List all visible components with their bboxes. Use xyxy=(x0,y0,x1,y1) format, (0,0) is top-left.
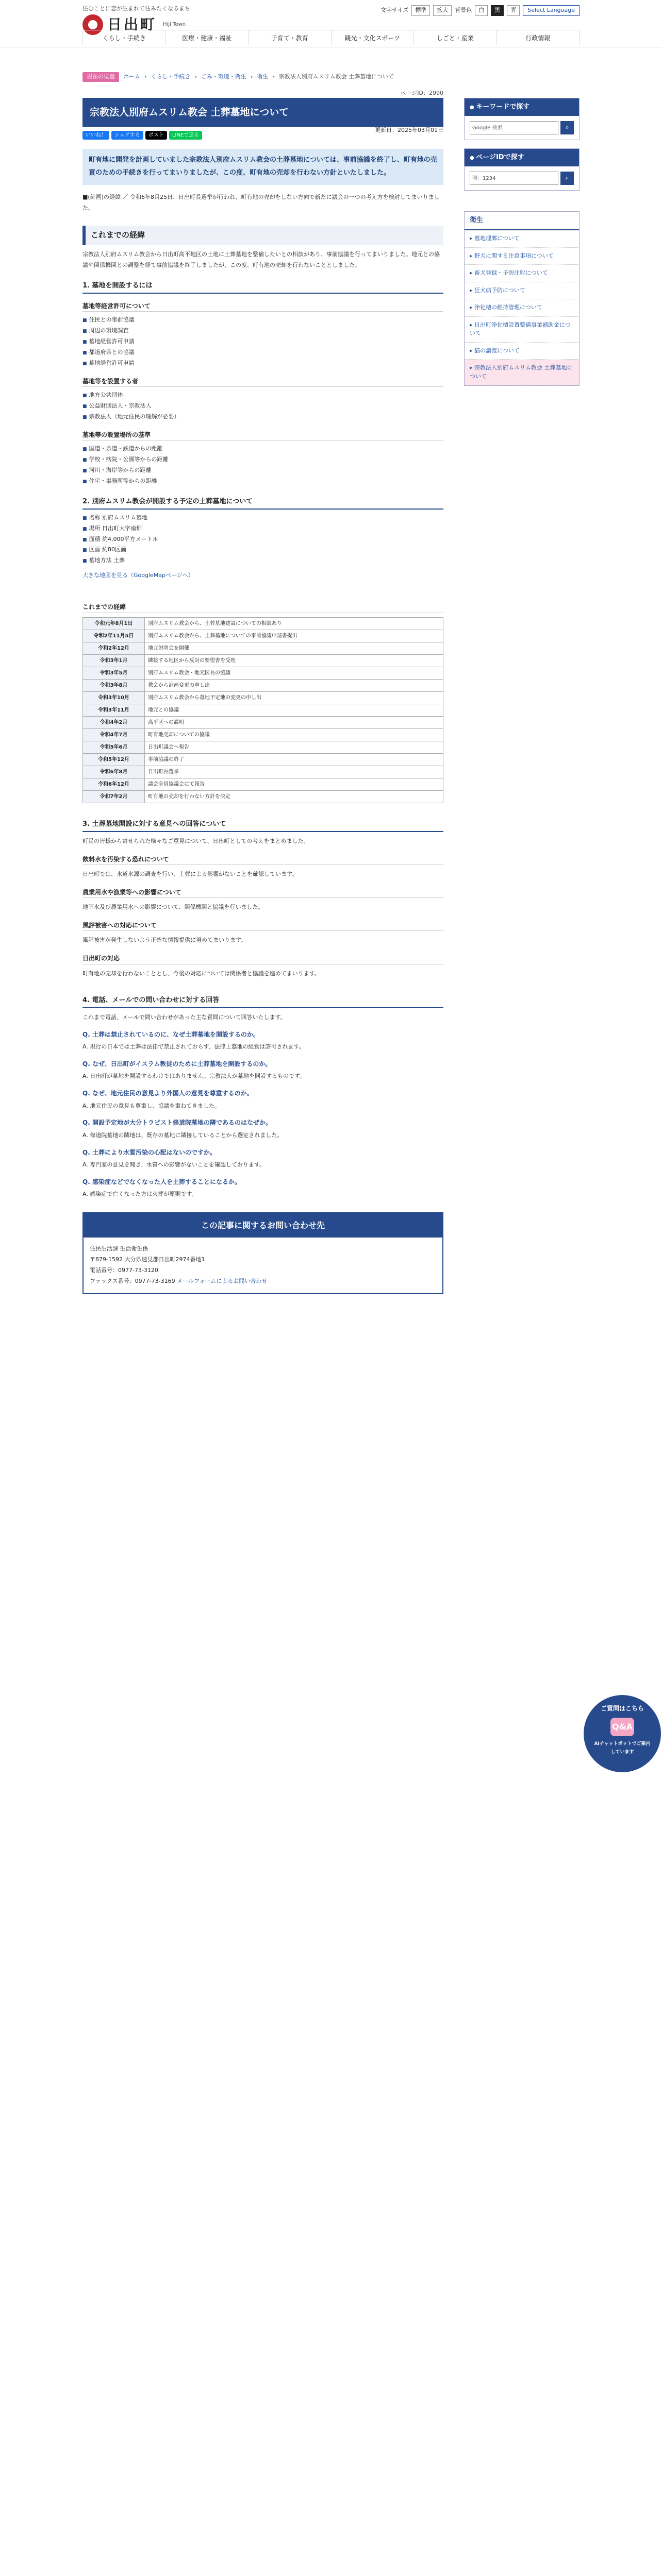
history-date: 令和4年2月 xyxy=(83,716,145,728)
history-date: 令和6年12月 xyxy=(83,778,145,790)
qa-question: Q. なぜ、地元住民の意見より外国人の意見を尊重するのか。 xyxy=(82,1090,253,1097)
category-link[interactable]: ▸ 日出町浄化槽設置整備事業補助金について xyxy=(465,317,579,343)
nav-item[interactable]: くらし・手続き xyxy=(82,30,166,45)
qa-answer: A. 日出町が墓地を開設するわけではありません。宗教法人が墓地を開設するものです。 xyxy=(82,1073,306,1080)
list-item: ■ 国道・県道・鉄道からの距離 xyxy=(82,444,443,454)
page-title: 宗教法人別府ムスリム教会 土葬墓地について xyxy=(82,98,443,127)
qa-question: Q. なぜ、日出町がイスラム教徒のために土葬墓地を開設するのか。 xyxy=(82,1060,272,1067)
table-row xyxy=(83,679,443,691)
line-button[interactable]: LINEで送る xyxy=(169,131,202,140)
select-language-button[interactable]: Select Language xyxy=(523,5,580,16)
breadcrumb-link[interactable]: ごみ・環境・衛生 xyxy=(201,73,246,80)
color-black-button[interactable]: 黒 xyxy=(491,5,504,16)
table-row xyxy=(83,741,443,753)
share-button[interactable]: シェアする xyxy=(111,131,143,140)
minor-heading: 風評被害への対応について xyxy=(82,920,443,931)
table-row xyxy=(83,704,443,716)
history-text: 日出町長選挙 xyxy=(145,766,443,778)
history-text: 教会から計画変更の申し出 xyxy=(145,679,443,691)
site-tagline: 住むことに恋が生まれて住みたくなるまち xyxy=(82,5,190,12)
table-row xyxy=(83,766,443,778)
history-text: 別府ムスリム教会・地元区長の協議 xyxy=(145,667,443,679)
breadcrumb: 現在の位置 ホーム › くらし・手続き › ごみ・環境・衛生 › 衛生 › 宗教法人別府ムスリム教会 土葬墓地について xyxy=(82,72,394,82)
table-row xyxy=(83,642,443,654)
list-item: ■ 墓地方法 土葬 xyxy=(82,555,443,566)
contact-dept: 住民生活課 生活衛生係 xyxy=(90,1245,148,1252)
list-item: ■ 周辺の環境調査 xyxy=(82,326,443,336)
list-item: ■ 面積 約4,000平方メートル xyxy=(82,534,443,545)
contact-fax: ファックス番号：0977-73-3169 xyxy=(90,1278,175,1285)
minor-heading: 日出町の対応 xyxy=(82,953,443,964)
post-button[interactable]: ポスト xyxy=(145,131,167,140)
paragraph: これまで電話、メールで問い合わせがあった主な質問について回答いたします。 xyxy=(82,1013,286,1021)
qa-question: Q. 土葬は禁止されているのに、なぜ土葬墓地を開設するのか。 xyxy=(82,1030,259,1038)
search-icon[interactable]: ⌕ xyxy=(560,121,574,134)
history-text: 地元との協議 xyxy=(145,704,443,716)
minor-heading: 飲料水を汚染する恐れについて xyxy=(82,854,443,865)
pageid-input[interactable]: 例：1234 xyxy=(470,172,558,185)
list-item: ■ 河川・海岸等からの距離 xyxy=(82,465,443,476)
category-link[interactable]: ▸ 猫の譲渡について xyxy=(465,343,579,360)
page-id: ページID：2990 xyxy=(400,90,443,96)
paragraph: 日出町では、水道水源の調査を行い、土葬による影響がないことを確認しています。 xyxy=(82,870,298,877)
list xyxy=(82,315,443,368)
history-date: 令和6年8月 xyxy=(83,766,145,778)
table-row xyxy=(83,654,443,667)
font-size-label: 文字サイズ xyxy=(380,7,409,13)
pageid-search-title: ● ページIDで探す xyxy=(465,149,579,166)
search-icon[interactable]: ⌕ xyxy=(560,172,574,185)
qa-answer: A. 感染症で亡くなった方は火葬が原則です。 xyxy=(82,1191,197,1198)
history-text: 事前協議の終了 xyxy=(145,753,443,766)
nav-item[interactable]: 行政情報 xyxy=(497,30,580,45)
subsection-heading: 2. 別府ムスリム教会が開設する予定の土葬墓地について xyxy=(82,496,443,510)
list-item: ■ 墓地経営許可申請 xyxy=(82,358,443,369)
nav-item[interactable]: 観光・文化スポーツ xyxy=(332,30,415,45)
list-item: ■ 名称 別府ムスリム墓地 xyxy=(82,513,443,523)
table-row xyxy=(83,728,443,741)
category-link[interactable]: ▸ 狂犬病予防について xyxy=(465,282,579,300)
font-standard-button[interactable]: 標準 xyxy=(411,5,430,16)
category-title: 衛生 xyxy=(465,212,579,230)
chatbot-sub: AIチャットボットでご案内しています xyxy=(594,1741,651,1755)
site-header xyxy=(0,0,662,47)
list-item: ■ 地方公共団体 xyxy=(82,390,443,401)
category-link[interactable]: ▸ 墓地埋葬について xyxy=(465,230,579,248)
qa-list xyxy=(82,1029,443,1200)
nav-item[interactable]: しごと・産業 xyxy=(414,30,497,45)
color-white-button[interactable]: 白 xyxy=(475,5,488,16)
color-label: 背景色 xyxy=(455,7,472,13)
qa-answer: A. 専門家の意見を聞き、水質への影響がないことを確認しております。 xyxy=(82,1161,266,1168)
table-row xyxy=(83,753,443,766)
list-item: ■ 住宅・事務所等からの距離 xyxy=(82,476,443,487)
qa-answer: A. 現行の日本では土葬は法律で禁止されておらず、法律上墓地の経営は許可されます。 xyxy=(82,1043,305,1050)
contact-heading: この記事に関するお問い合わせ先 xyxy=(84,1213,442,1238)
chatbot-button[interactable] xyxy=(584,1695,661,1772)
table-title: これまでの経緯 xyxy=(82,602,443,613)
list-item: ■ 学校・病院・公園等からの距離 xyxy=(82,454,443,465)
category-link[interactable]: ▸ 浄化槽の維持管理について xyxy=(465,299,579,317)
contact-box xyxy=(82,1212,443,1294)
history-text: 隣接する地区から反対の要望書を受理 xyxy=(145,654,443,667)
list-item: ■ 墓地経営許可申請 xyxy=(82,336,443,347)
paragraph: 宗教法人別府ムスリム教会から日出町高平地区の土地に土葬墓地を整備したいとの相談があり、事前協議を行ってまいりました。地元との協議や関係機関との調整を経て事前協議を終了しましたが、この度、町有地の売却を行わないこととしました。 xyxy=(82,250,440,268)
list xyxy=(82,390,443,422)
history-text: 別府ムスリム教会から墓地予定地の変更の申し出 xyxy=(145,691,443,704)
paragraph: 風評被害が発生しないよう正確な情報提供に努めてまいります。 xyxy=(82,937,247,944)
history-text: 議会全員協議会にて報告 xyxy=(145,778,443,790)
updated-date: 更新日：2025年03月01日 xyxy=(375,127,443,133)
paragraph: 地下水及び農業用水への影響について、関係機関と協議を行いました。 xyxy=(82,904,264,911)
table-row xyxy=(83,630,443,642)
list-item: ■ 公益財団法人・宗教法人 xyxy=(82,401,443,412)
category-link[interactable]: ▸ 畜犬登録・予防注射について xyxy=(465,265,579,282)
history-date: 令和3年10月 xyxy=(83,691,145,704)
list-item: ■ 宗教法人（地元住民の理解が必要） xyxy=(82,412,443,422)
subsection-heading: 1. 墓地を開設するには xyxy=(82,280,443,294)
utility-bar xyxy=(380,5,580,16)
table-row xyxy=(83,617,443,630)
category-menu xyxy=(464,211,580,386)
history-date: 令和5年6月 xyxy=(83,741,145,753)
list-item: ■ 住民との事前協議 xyxy=(82,315,443,326)
history-date: 令和4年7月 xyxy=(83,728,145,741)
paragraph: 町有地の売却を行わないこととし、今後の対応については関係者と協議を進めてまいります。 xyxy=(82,970,320,977)
nav-item[interactable]: 医療・健康・福祉 xyxy=(166,30,249,45)
logo-text: 日出町 xyxy=(107,16,157,33)
history-date: 令和3年5月 xyxy=(83,667,145,679)
lead-text: 町有地に開発を計画していました宗教法人別府ムスリム教会の土葬墓地については、事前協議を終了し、町有地の売買のための手続きを行ってまいりましたが、この度、町有地の売却を行わない方針といたしました。 xyxy=(82,149,443,184)
keyword-search-title: ● キーワードで探す xyxy=(465,98,579,116)
history-date: 令和3年11月 xyxy=(83,704,145,716)
table-row xyxy=(83,667,443,679)
qa-answer: A. 地元住民の意見も尊重し、協議を重ねてきました。 xyxy=(82,1102,221,1109)
list xyxy=(82,513,443,566)
map-link[interactable]: 大きな地図を見る（GoogleMapページへ） xyxy=(82,572,194,579)
history-date: 令和3年1月 xyxy=(83,654,145,667)
history-date: 令和元年8月1日 xyxy=(83,617,145,630)
global-nav xyxy=(82,30,580,45)
history-text: 高平区への説明 xyxy=(145,716,443,728)
font-large-button[interactable]: 拡大 xyxy=(433,5,452,16)
list-item: ■ 場所 日出町大字南畑 xyxy=(82,523,443,534)
pageid-search-box xyxy=(464,148,580,191)
history-date: 令和2年11月5日 xyxy=(83,630,145,642)
table-row xyxy=(83,790,443,803)
qa-answer: A. 修道院墓地の隣地は、既存の墓地に隣接していることから選定されました。 xyxy=(82,1131,283,1139)
keyword-search-box xyxy=(464,98,580,140)
history-text: 町有地売却についての協議 xyxy=(145,728,443,741)
history-date: 令和3年8月 xyxy=(83,679,145,691)
breadcrumb-link[interactable]: ホーム xyxy=(123,73,140,80)
breadcrumb-current: 宗教法人別府ムスリム教会 土葬墓地について xyxy=(278,73,394,80)
main-content xyxy=(82,98,443,1294)
history-text: 別府ムスリム教会から、土葬墓地についての事前協議申請書提出 xyxy=(145,630,443,642)
history-text: 町有地の売却を行わない方針を決定 xyxy=(145,790,443,803)
category-link[interactable]: ▸ 野犬に関する注意事項について xyxy=(465,248,579,265)
history-date: 令和7年2月 xyxy=(83,790,145,803)
like-button[interactable]: いいね！ xyxy=(82,131,109,140)
history-text: 地元説明会を開催 xyxy=(145,642,443,654)
mail-form-link[interactable]: メールフォームによるお問い合わせ xyxy=(177,1278,268,1285)
minor-heading: 農業用水や漁業等への影響について xyxy=(82,887,443,898)
contact-tel: 電話番号：0977-73-3120 xyxy=(90,1267,158,1274)
history-date: 令和2年12月 xyxy=(83,642,145,654)
logo-sub: Hiji Town xyxy=(163,22,186,28)
category-link-current[interactable]: ▸ 宗教法人別府ムスリム教会 土葬墓地について xyxy=(465,360,579,385)
table-row xyxy=(83,716,443,728)
list-item: ■ 都道府県との協議 xyxy=(82,347,443,358)
history-date: 令和5年12月 xyxy=(83,753,145,766)
nav-item[interactable]: 子育て・教育 xyxy=(249,30,332,45)
qa-question: Q. 開設予定地が大分トラピスト修道院墓地の隣であるのはなぜか。 xyxy=(82,1119,272,1127)
chatbot-label: ご質問はこちら xyxy=(600,1705,644,1712)
qa-question: Q. 土葬により水質汚染の心配はないのですか。 xyxy=(82,1148,216,1156)
breadcrumb-link[interactable]: 衛生 xyxy=(257,73,269,80)
color-blue-button[interactable]: 青 xyxy=(507,5,520,16)
minor-heading: 墓地等経営許可について xyxy=(82,301,443,312)
qa-bubble-icon: Q&A xyxy=(610,1718,634,1736)
qa-question: Q. 感染症などでなくなった人を土葬することになるか。 xyxy=(82,1178,241,1186)
section-heading: これまでの経緯 xyxy=(82,226,443,245)
history-text: 別府ムスリム教会から、土葬墓地建設についての相談あり xyxy=(145,617,443,630)
history-table xyxy=(82,617,443,803)
breadcrumb-label: 現在の位置 xyxy=(82,72,119,82)
list xyxy=(82,444,443,487)
table-row xyxy=(83,778,443,790)
contact-address: 〒879-1592 大分県速見郡日出町2974番地1 xyxy=(90,1256,205,1263)
list-item: ■ 区画 約80区画 xyxy=(82,545,443,555)
subsection-heading: 4. 電話、メールでの問い合わせに対する回答 xyxy=(82,995,443,1008)
minor-heading: 墓地等の設置場所の基準 xyxy=(82,430,443,440)
table-row xyxy=(83,691,443,704)
keyword-search-input[interactable]: Google 検索 xyxy=(470,121,558,134)
minor-heading: 墓地等を設置する者 xyxy=(82,376,443,387)
sidebar xyxy=(464,98,580,386)
paragraph: 町民の皆様から寄せられた様々なご意見について、日出町としての考えをまとめました。 xyxy=(82,837,309,844)
history-text: 日出町議会へ報告 xyxy=(145,741,443,753)
intro-note: ■(計画)の経緯 ／ 令和6年8月25日、日出町長選挙が行われ、町有地の売却をしない方向で新たに議会の一つの考え方を検討してまいりました。 xyxy=(82,193,440,211)
breadcrumb-link[interactable]: くらし・手続き xyxy=(151,73,191,80)
subsection-heading: 3. 土葬墓地開設に対する意見への回答について xyxy=(82,819,443,832)
